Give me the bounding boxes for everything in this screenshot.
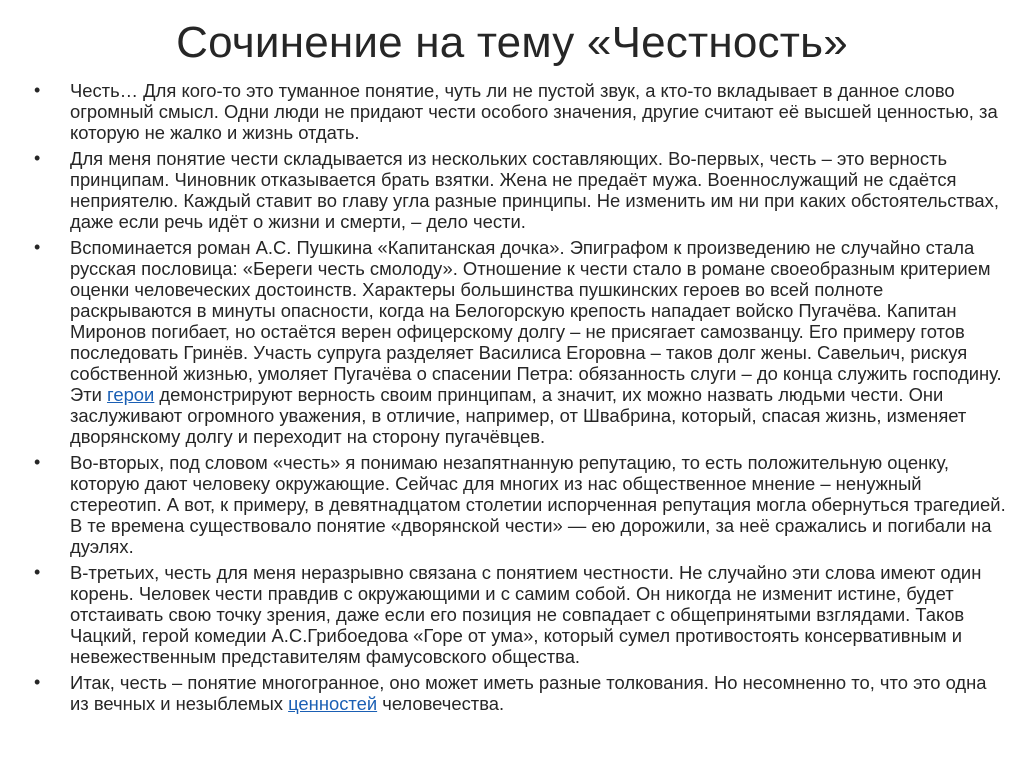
bullet-dot: • xyxy=(34,237,41,257)
bullet-item-honesty xyxy=(34,562,1009,667)
bullet-item-pushkin xyxy=(34,237,1009,447)
paragraph-text-before: Итак, честь – понятие многогранное, оно может иметь разные толкования. Но несомненно то, что это одна из вечных и незыблемых xyxy=(70,672,987,714)
bullet-dot: • xyxy=(34,562,41,582)
bullet-item-conclusion xyxy=(34,672,1009,714)
bullet-dot: • xyxy=(34,80,41,100)
bullet-dot: • xyxy=(34,452,41,472)
bullet-item-honor-intro xyxy=(34,80,1009,143)
paragraph-text-before: Вспоминается роман А.С. Пушкина «Капитанская дочка». Эпиграфом к произведению не случайно стала русская пословица: «Береги честь смолоду». Отношение к чести стало в романе своеобразным критерием оценки человеческих достоинств. Характеры большинства пушкинских героев во всей полноте раскрываются в минуты опасности, когда на Белогорскую крепость нападает войско Пугачёва. Капитан Миронов погибает, но остаётся верен офицерскому долгу – не присягает самозванцу. Его примеру готов последовать Гринёв. Участь супруга разделяет Василиса Егоровна – таков долг жены. Савельич, рискуя собственной жизнью, умоляет Пугачёва о спасении Петра: обязанность слуги – до конца служить господину. Эти xyxy=(70,237,1002,405)
bullet-list xyxy=(34,80,1009,719)
bullet-item-principles xyxy=(34,148,1009,232)
paragraph-text: Для меня понятие чести складывается из нескольких составляющих. Во-первых, честь – это верность принципам. Чиновник отказывается брать взятки. Жена не предаёт мужа. Военнослужащий не сдаётся неприятелю. Каждый ставит во главу угла разные принципы. Не изменить им ни при каких обстоятельствах, даже если речь идёт о жизни и смерти, – дело чести. xyxy=(70,148,999,232)
bullet-item-reputation xyxy=(34,452,1009,557)
heroes-link[interactable]: герои xyxy=(107,384,155,405)
paragraph-text: Честь… Для кого-то это туманное понятие, чуть ли не пустой звук, а кто-то вкладывает в данное слово огромный смысл. Одни люди не придают чести особого значения, другие считают её высшей ценностью, за которую не жалко и жизнь отдать. xyxy=(70,80,998,143)
paragraph-text-after: демонстрируют верность своим принципам, а значит, их можно назвать людьми чести. Они заслуживают огромного уважения, в отличие, например, от Швабрина, который, спасая жизнь, изменяет дворянскому долгу и переходит на сторону пугачёвцев. xyxy=(70,384,967,447)
bullet-dot: • xyxy=(34,672,41,692)
slide-title: Сочинение на тему «Честность» xyxy=(176,18,848,67)
bullet-dot: • xyxy=(34,148,41,168)
values-link[interactable]: ценностей xyxy=(288,693,378,714)
paragraph-text: В-третьих, честь для меня неразрывно связана с понятием честности. Не случайно эти слова имеют один корень. Человек чести правдив с окружающими и с самим собой. Он никогда не изменит истине, будет отстаивать свою точку зрения, даже если его позиция не совпадает с общепринятыми взглядами. Таков Чацкий, герой комедии А.С.Грибоедова «Горе от ума», который сумел противостоять консервативным и невежественным представителям фамусовского общества. xyxy=(70,562,982,667)
paragraph-text-after: человечества. xyxy=(377,693,505,714)
paragraph-text: Во-вторых, под словом «честь» я понимаю незапятнанную репутацию, то есть положительную оценку, которую дают человеку окружающие. Сейчас для многих из нас общественное мнение – ненужный стереотип. А вот, к примеру, в девятнадцатом столетии испорченная репутация могла обернуться трагедией. В те времена существовало понятие «дворянской чести» — ею дорожили, за неё сражались и погибали на дуэлях. xyxy=(70,452,1006,557)
